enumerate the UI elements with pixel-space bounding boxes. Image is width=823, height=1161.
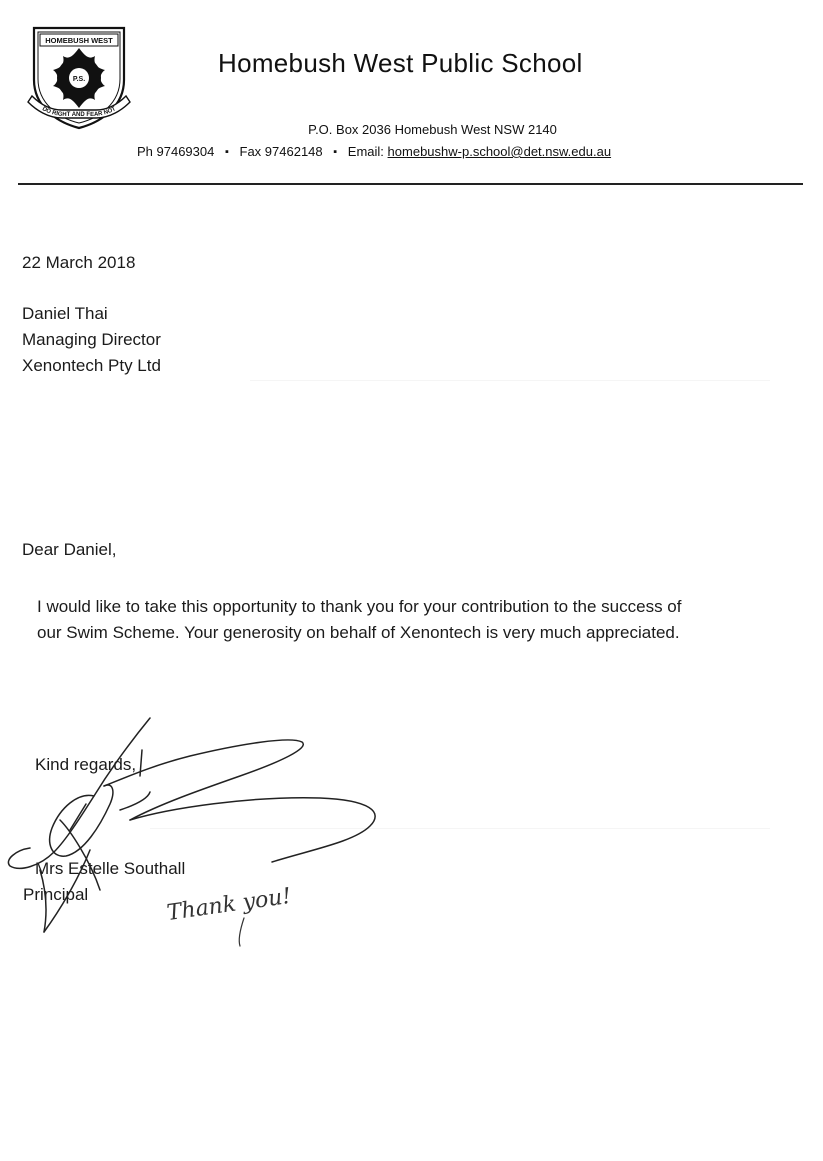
signer-title: Principal [23,885,89,904]
separator-bullet: ▪ [224,146,229,158]
crest-motto: DO RIGHT AND FEAR NOT [41,106,117,119]
letter-body [37,594,823,646]
closing: Kind regards, [35,755,137,774]
signer-name: Mrs Estelle Southall [35,859,186,878]
email-label: Email: [347,144,384,159]
separator-bullet: ▪ [333,146,338,158]
handwritten-thank-you-note [160,880,320,950]
fax-number: Fax 97462148 [239,144,323,159]
body-line: I would like to take this opportunity to thank you for your contribution to the success of [37,597,682,616]
postal-address [0,122,823,137]
school-crest-logo [26,22,132,134]
scan-artifact [250,380,770,381]
postal-address-text: P.O. Box 2036 Homebush West NSW 2140 [308,122,557,137]
recipient-company: Xenontech Pty Ltd [22,356,161,375]
email-link[interactable]: homebushw-p.school@det.nsw.edu.au [387,144,612,159]
crest-banner-text: HOMEBUSH WEST [45,36,113,45]
phone-number: Ph 97469304 [137,144,215,159]
crest-initials: P.S. [72,76,86,83]
recipient-name: Daniel Thai [22,304,108,323]
recipient-title: Managing Director [22,330,161,349]
contact-line [137,144,611,159]
scan-artifact [150,828,770,829]
salutation: Dear Daniel, [22,540,117,559]
letterhead-divider [18,183,803,185]
thank-you-text: Thank you! [165,883,293,927]
letter-date: 22 March 2018 [22,253,136,272]
school-name: Homebush West Public School [218,48,583,78]
body-line: our Swim Scheme. Your generosity on behalf of Xenontech is very much appreciated. [37,623,680,642]
